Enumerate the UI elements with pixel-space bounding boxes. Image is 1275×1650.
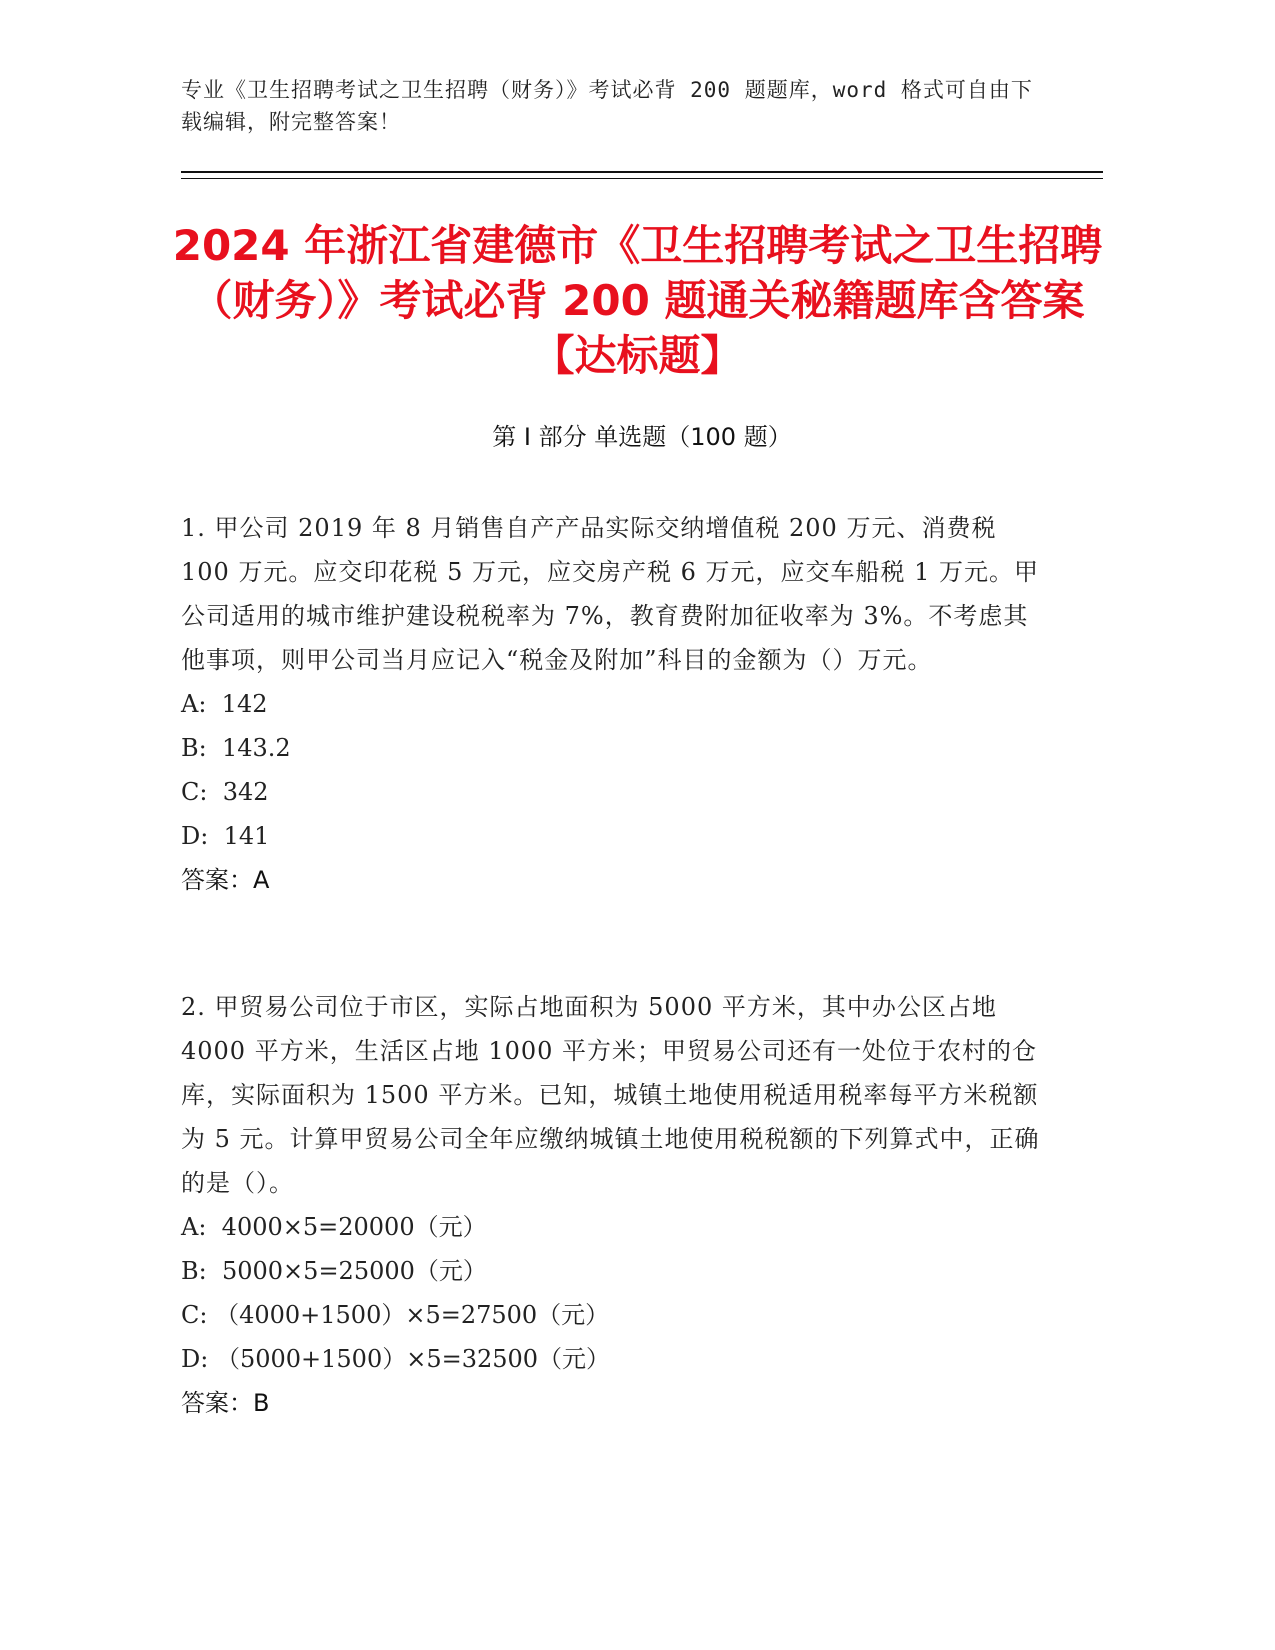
header-note: 专业《卫生招聘考试之卫生招聘（财务）》考试必背 200 题题库，word 格式可自由下载编辑，附完整答案！ — [181, 78, 1033, 134]
answer: 答案：A — [181, 866, 270, 894]
document-title: 2024 年浙江省建德市《卫生招聘考试之卫生招聘（财务）》考试必背 200 题通关秘籍题库含答案【达标题】 — [172, 221, 1103, 380]
answer: 答案：B — [181, 1389, 270, 1417]
header-divider-thin — [181, 178, 1103, 179]
option-c: C: （4000+1500）×5=27500（元） — [181, 1301, 610, 1329]
section-title: 第 I 部分 单选题（100 题） — [492, 423, 792, 451]
question-stem: 2. 甲贸易公司位于市区，实际占地面积为 5000 平方米，其中办公区占地 4000 平方米，生活区占地 1000 平方米；甲贸易公司还有一处位于农村的仓库，实际面积为 1500 平方米。已知，城镇土地使用税适用税率每平方米税额为 5 元。计算甲贸易公司全年应缴纳城镇土地使用税税额的下列算式中，正确的是（）。 — [181, 993, 1040, 1197]
question-2 — [181, 985, 1051, 1425]
question-stem: 1. 甲公司 2019 年 8 月销售自产产品实际交纳增值税 200 万元、消费税 100 万元。应交印花税 5 万元，应交房产税 6 万元，应交车船税 1 万元。甲公司适用的城市维护建设税税率为 7%，教育费附加征收率为 3%。不考虑其他事项，则甲公司当月应记入“税金及附加”科目的金额为（）万元。 — [181, 514, 1040, 674]
option-a: A: 142 — [181, 690, 268, 718]
option-b: B: 143.2 — [181, 734, 291, 762]
option-d: D: （5000+1500）×5=32500（元） — [181, 1345, 611, 1373]
header-divider-thick — [181, 171, 1103, 173]
option-a: A: 4000×5=20000（元） — [181, 1213, 487, 1241]
option-c: C: 342 — [181, 778, 269, 806]
option-d: D: 141 — [181, 822, 270, 850]
option-b: B: 5000×5=25000（元） — [181, 1257, 487, 1285]
question-1 — [181, 506, 1051, 902]
